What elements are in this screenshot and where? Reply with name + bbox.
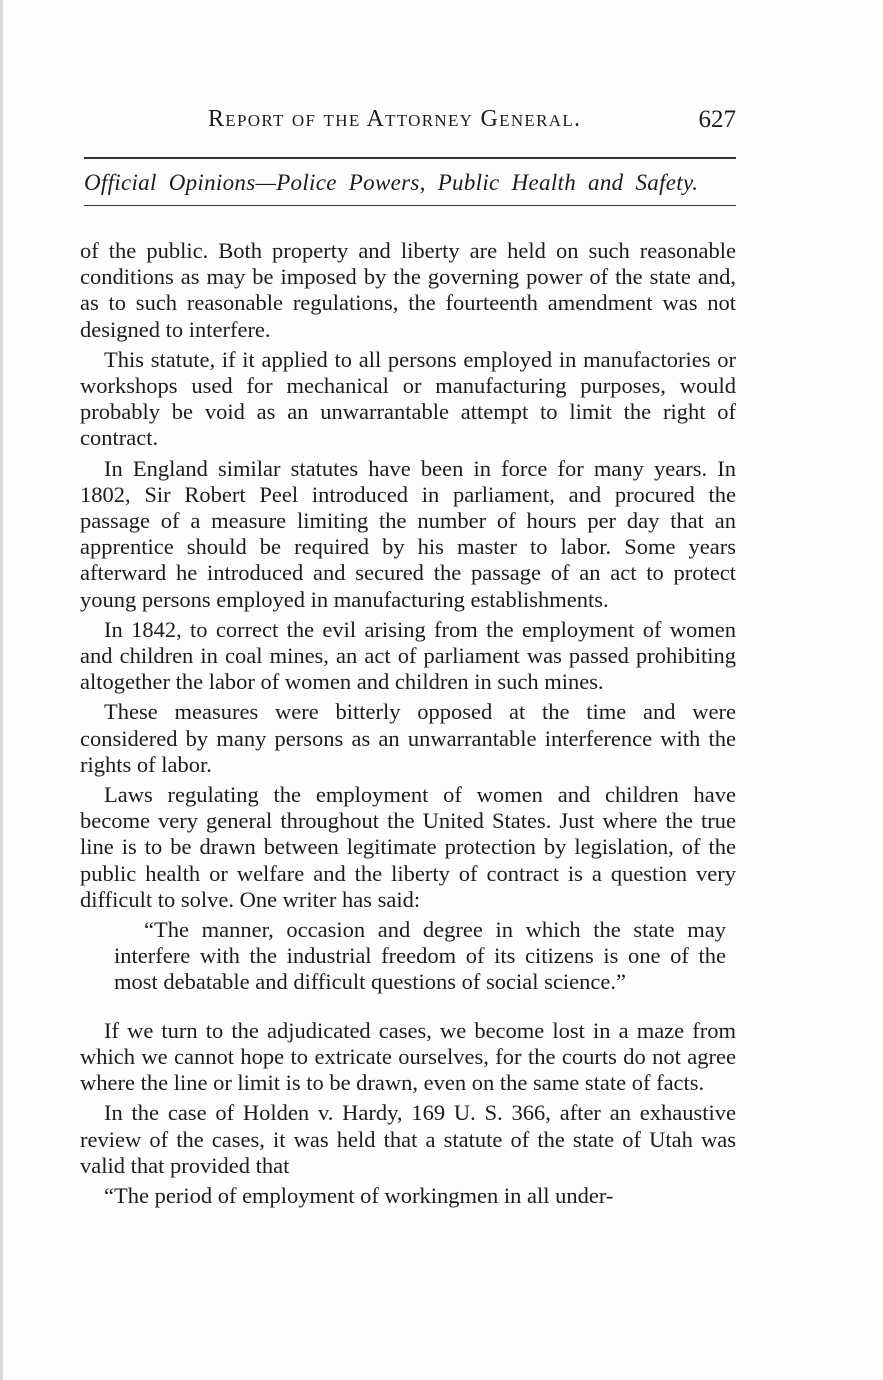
body-text: [80, 238, 736, 1213]
block-quote: [114, 917, 726, 996]
paragraph: of the public. Both property and liberty are held on such reasonable conditions as may be imposed by the governing power of the state and, as to such reasonable regulations, the fourteenth amendment was not designed to interfere.: [80, 238, 736, 342]
running-title: Report of the Attorney General.: [208, 106, 582, 132]
paragraph: Laws regulating the employment of women and children have become very general throughout the United States. Just where the true line is to be drawn between legitimate protection by legislation, of the public health or welfare and the liberty of contract is a question very difficult to solve. One writer has said:: [80, 782, 736, 912]
running-head: [84, 106, 736, 140]
paragraph: If we turn to the adjudicated cases, we become lost in a maze from which we cannot hope to extricate ourselves, for the courts do not agree where the line or limit is to be drawn, even on the same state of facts.: [80, 1017, 736, 1096]
page-number: 627: [698, 106, 736, 133]
header-rule-top: [84, 157, 736, 159]
header-rule-bottom: [84, 205, 736, 206]
section-title: Official Opinions—Police Powers, Public Health and Safety.: [84, 170, 699, 195]
paragraph: In 1842, to correct the evil arising from the employment of women and children in coal mines, an act of parliament was passed prohibiting altogether the labor of women and children in such mines.: [80, 616, 736, 695]
page-edge-shadow: [0, 0, 3, 1380]
paragraph: This statute, if it applied to all persons employed in manufactories or workshops used for mechanical or manufacturing purposes, would probably be void as an unwarrantable attempt to limit the right of contract.: [80, 346, 736, 451]
paragraph: In the case of Holden v. Hardy, 169 U. S. 366, after an exhaustive review of the cases, it was held that a statute of the state of Utah was valid that provided that: [80, 1100, 736, 1178]
paragraph: “The period of employment of workingmen in all under-: [104, 1182, 614, 1208]
paragraph: These measures were bitterly opposed at the time and were considered by many persons as an unwarrantable interference with the rights of labor.: [80, 699, 736, 777]
paragraph: In England similar statutes have been in force for many years. In 1802, Sir Robert Peel introduced in parliament, and procured the passage of a measure limiting the number of hours per day that an apprentice should be required by his master to labor. Some years afterward he introduced and secured the passage of an act to protect young persons employed in manufacturing establishments.: [80, 455, 736, 612]
quote-text: “The manner, occasion and degree in which the state may interfere with the industrial freedom of its citizens is one of the most debatable and difficult questions of social science.”: [114, 917, 726, 995]
